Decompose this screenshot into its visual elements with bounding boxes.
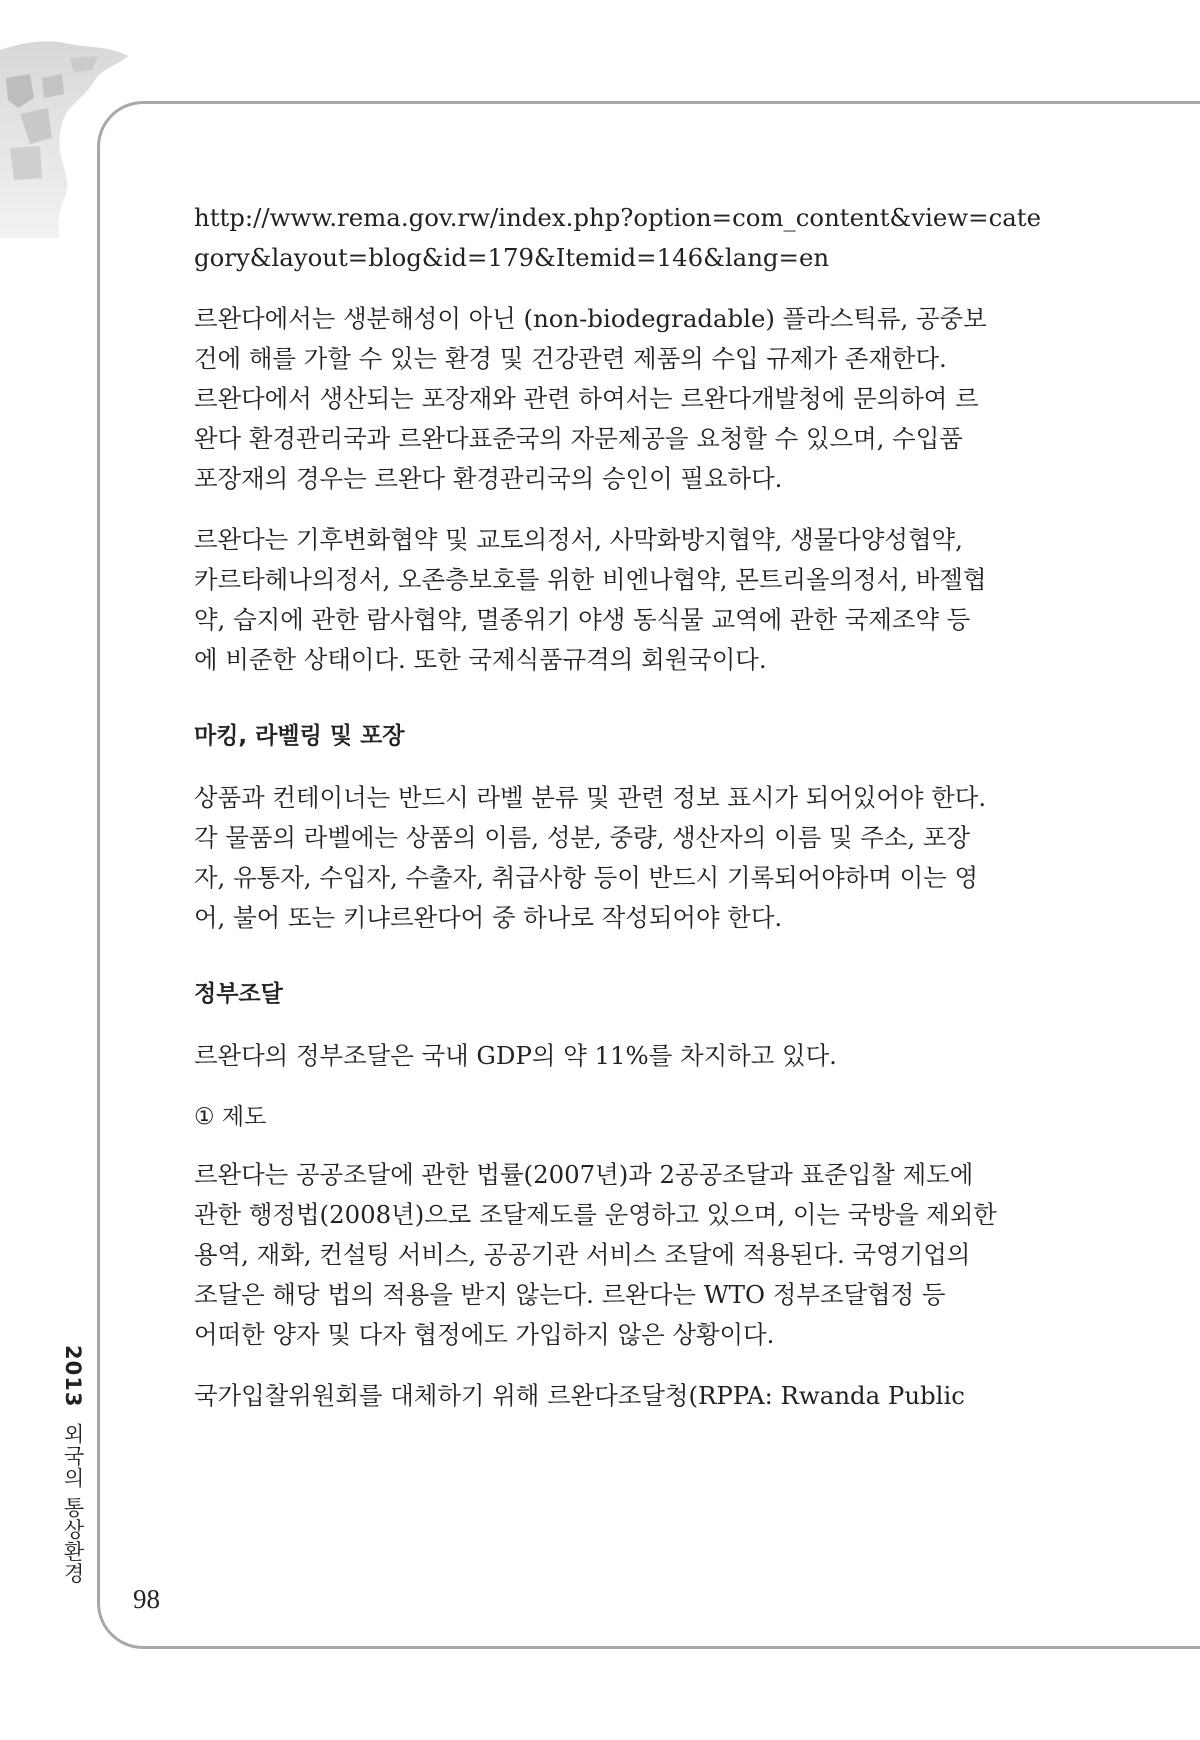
url-line-2: gory&layout=blog&id=179&Itemid=146&lang=en [194,243,830,272]
paragraph-procurement-gdp [194,1036,1009,1076]
paragraph-line: 국가입찰위원회를 대체하기 위해 르완다조달청(RPPA: Rwanda Public [194,1381,965,1410]
paragraph-environmental-treaties [194,520,1009,680]
paragraph-line: 자, 유통자, 수입자, 수출자, 취급사항 등이 반드시 기록되어야하며 이는 영 [194,863,979,892]
paragraph-line: 관한 행정법(2008년)으로 조달제도를 운영하고 있으며, 이는 국방을 제외한 [194,1200,997,1229]
paragraph-rppa [194,1376,1009,1416]
running-title-text: 외국의 통상환경 [61,1423,85,1585]
paragraph-line: 각 물품의 라벨에는 상품의 이름, 성분, 중량, 생산자의 이름 및 주소, 포장 [194,823,971,852]
paragraph-line: 르완다에서는 생분해성이 아닌 (non-biodegradable) 플라스틱류, 공중보 [194,304,987,333]
paragraph-line: 어, 불어 또는 키냐르완다어 중 하나로 작성되어야 한다. [194,903,783,932]
paragraph-line: 카르타헤나의정서, 오존층보호를 위한 비엔나협약, 몬트리올의정서, 바젤협 [194,565,987,594]
paragraph-line: 건에 해를 가할 수 있는 환경 및 건강관련 제품의 수입 규제가 존재한다. [194,344,947,373]
heading-marking-labeling: 마킹, 라벨링 및 포장 [194,723,405,749]
paragraph-line: 르완다에서 생산되는 포장재와 관련 하여서는 르완다개발청에 문의하여 르 [194,384,979,413]
reference-url [194,198,1042,278]
subheading-system: ① 제도 [194,1104,267,1130]
paragraph-labeling [194,778,1009,938]
paragraph-line: 포장재의 경우는 르완다 환경관리국의 승인이 필요하다. [194,464,783,493]
paragraph-line: 약, 습지에 관한 람사협약, 멸종위기 야생 동식물 교역에 관한 국제조약 등 [194,605,971,634]
running-title-year: 2013 [61,1345,85,1408]
running-title [58,1345,88,1595]
page-number: 98 [133,1584,160,1614]
url-line-1: http://www.rema.gov.rw/index.php?option=com_content&view=cate [194,203,1042,232]
paragraph-line: 상품과 컨테이너는 반드시 라벨 분류 및 관련 정보 표시가 되어있어야 한다. [194,783,987,812]
paragraph-procurement-law [194,1155,1009,1355]
paragraph-line: 르완다의 정부조달은 국내 GDP의 약 11%를 차지하고 있다. [194,1041,837,1070]
paragraph-line: 르완다는 기후변화협약 및 교토의정서, 사막화방지협약, 생물다양성협약, [194,525,963,554]
paragraph-line: 어떠한 양자 및 다자 협정에도 가입하지 않은 상황이다. [194,1320,775,1349]
paragraph-line: 르완다는 공공조달에 관한 법률(2007년)과 2공공조달과 표준입찰 제도에 [194,1160,974,1189]
heading-government-procurement: 정부조달 [194,981,283,1007]
page-content [194,198,1042,1437]
paragraph-line: 조달은 해당 법의 적용을 받지 않는다. 르완다는 WTO 정부조달협정 등 [194,1280,946,1309]
paragraph-line: 에 비준한 상태이다. 또한 국제식품규격의 회원국이다. [194,645,767,674]
paragraph-line: 용역, 재화, 컨설팅 서비스, 공공기관 서비스 조달에 적용된다. 국영기업의 [194,1240,971,1269]
paragraph-import-restrictions [194,299,1009,499]
paragraph-line: 완다 환경관리국과 르완다표준국의 자문제공을 요청할 수 있으며, 수입품 [194,424,963,453]
